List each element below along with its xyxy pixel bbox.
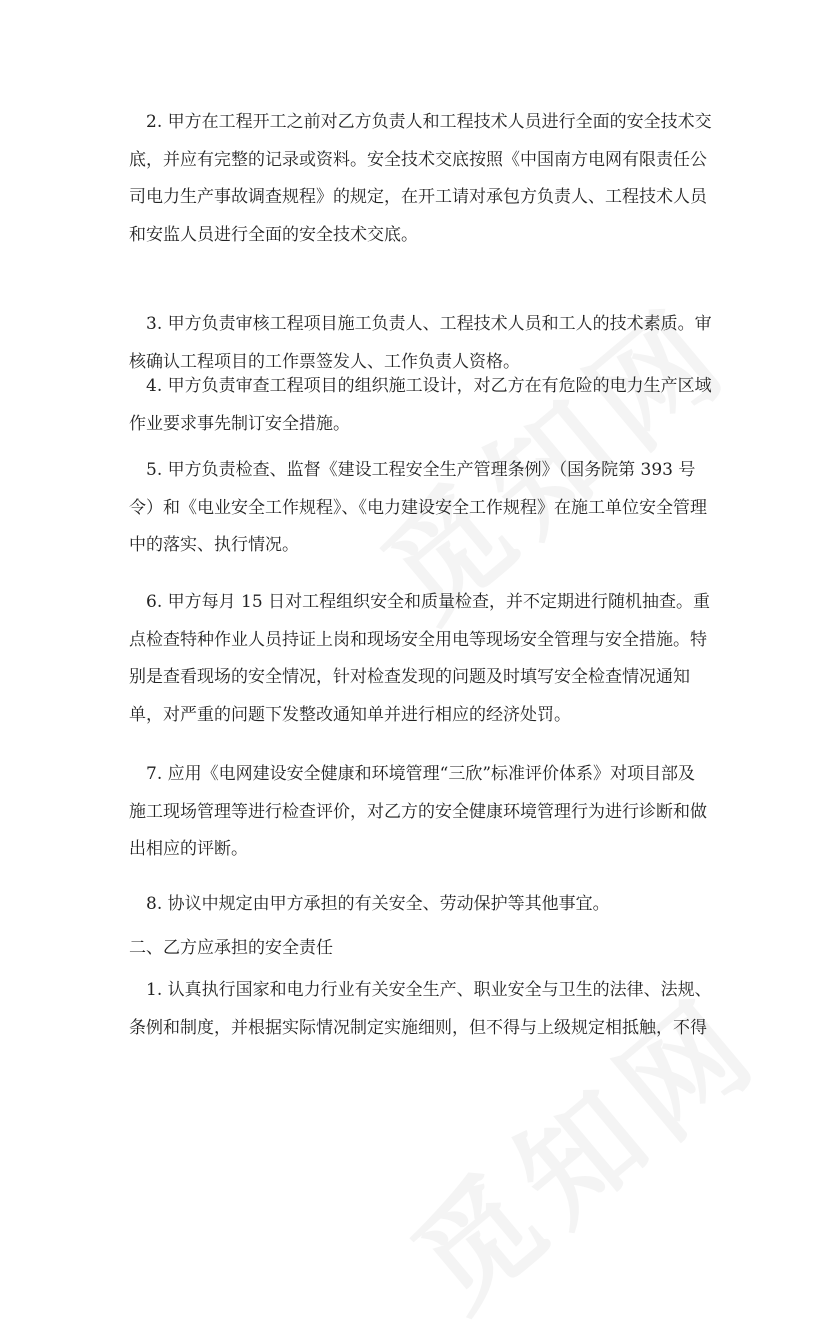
paragraph-item-6 bbox=[129, 584, 711, 734]
text-line: 8. 协议中规定由甲方承担的有关安全、劳动保护等其他事宜。 bbox=[146, 894, 610, 914]
text-line: 中的落实、执行情况。 bbox=[129, 535, 299, 555]
text-line: 2. 甲方在工程开工之前对乙方负责人和工程技术人员进行全面的安全技术交 bbox=[146, 112, 712, 132]
paragraph-item-4 bbox=[129, 368, 712, 443]
paragraph-item-2 bbox=[129, 104, 712, 254]
text-line: 作业要求事先制订安全措施。 bbox=[129, 413, 350, 434]
text-line: 令）和《电业安全工作规程》、《电力建设安全工作规程》在施工单位安全管理 bbox=[129, 497, 707, 518]
paragraph-item-5 bbox=[129, 452, 707, 565]
text-line: 出相应的评断。 bbox=[129, 839, 248, 859]
section-heading bbox=[129, 930, 701, 968]
text-line: 别是查看现场的安全情况，针对检查发现的问题及时填写安全检查情况通知 bbox=[129, 667, 690, 687]
text-line: 6. 甲方每月 15 日对工程组织安全和质量检查，并不定期进行随机抽查。重 bbox=[146, 592, 711, 612]
text-line: 3. 甲方负责审核工程项目施工负责人、工程技术人员和工人的技术素质。审 bbox=[146, 314, 712, 334]
paragraph-item-7 bbox=[129, 756, 707, 869]
paragraph-item-b1 bbox=[129, 972, 712, 1047]
text-line: 底，并应有完整的记录或资料。安全技术交底按照《中国南方电网有限责任公 bbox=[129, 149, 707, 170]
text-line: 1. 认真执行国家和电力行业有关安全生产、职业安全与卫生的法律、法规、 bbox=[146, 980, 712, 1000]
text-line: 7. 应用《电网建设安全健康和环境管理“三欣”标准评价体系》对项目部及 bbox=[146, 764, 696, 784]
text-line: 和安监人员进行全面的安全技术交底。 bbox=[129, 224, 418, 245]
text-line: 5. 甲方负责检查、监督《建设工程安全生产管理条例》（国务院第 393 号 bbox=[146, 460, 696, 480]
text-line: 点检查特种作业人员持证上岗和现场安全用电等现场安全管理与安全措施。特 bbox=[129, 629, 707, 650]
heading-text: 二、乙方应承担的安全责任 bbox=[129, 938, 333, 958]
text-line: 条例和制度，并根据实际情况制定实施细则，但不得与上级规定相抵触，不得 bbox=[129, 1017, 707, 1038]
text-line: 司电力生产事故调查规程》的规定，在开工请对承包方负责人、工程技术人员 bbox=[129, 187, 707, 207]
text-line: 4. 甲方负责审查工程项目的组织施工设计，对乙方在有危险的电力生产区域 bbox=[146, 376, 712, 396]
text-line: 单，对严重的问题下发整改通知单并进行相应的经济处罚。 bbox=[129, 704, 571, 725]
paragraph-item-8 bbox=[129, 886, 701, 924]
text-line: 核确认工程项目的工作票签发人、工作负责人资格。 bbox=[129, 351, 520, 372]
text-line: 施工现场管理等进行检查评价，对乙方的安全健康环境管理行为进行诊断和做 bbox=[129, 801, 707, 822]
